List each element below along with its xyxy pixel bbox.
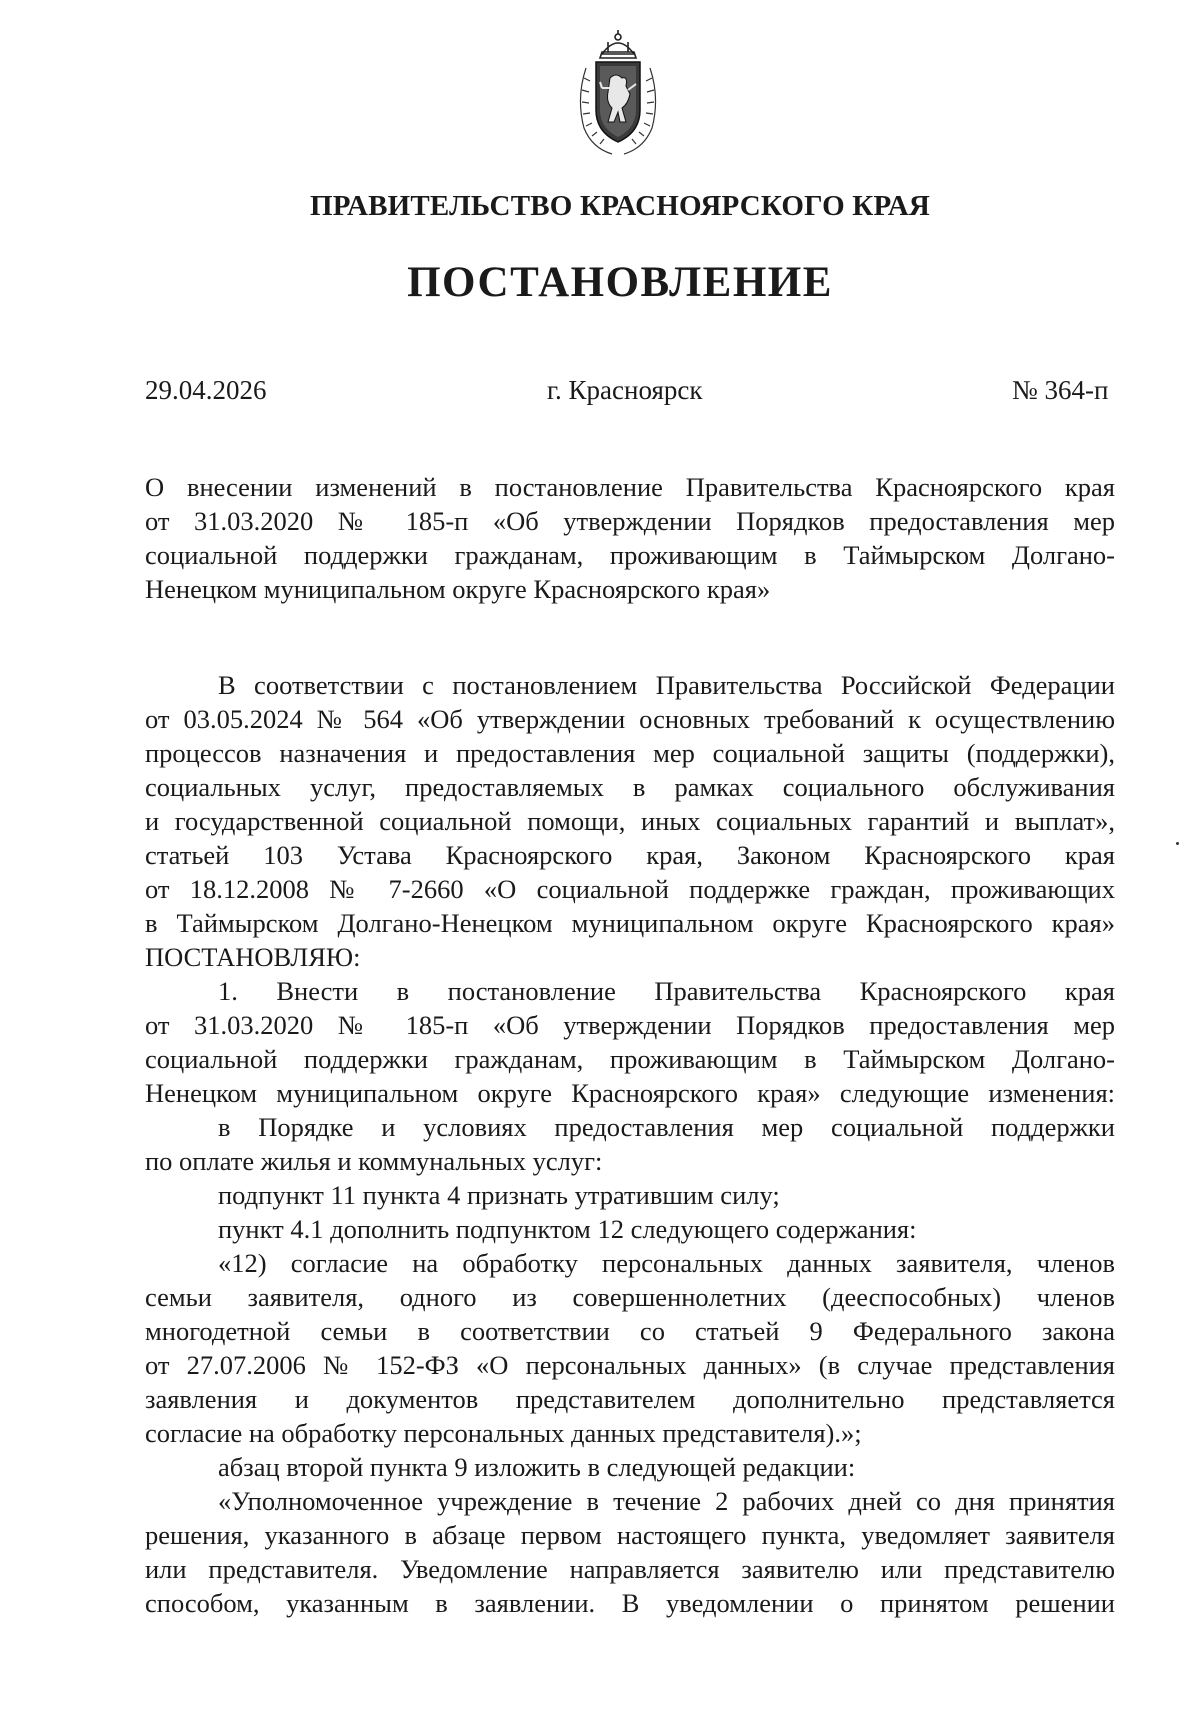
body-line: социальных услуг, предоставляемых в рамках социального обслуживания	[145, 772, 1115, 802]
body-line: от 03.05.2024 № 564 «Об утверждении основных требований к осуществлению	[145, 704, 1115, 734]
document-type: ПОСТАНОВЛЕНИЕ	[407, 259, 833, 306]
body-line: от 31.03.2020 № 185-п «Об утверждении Порядков предоставления мер	[145, 1010, 1115, 1040]
body-line: или представителя. Уведомление направляется заявителю или представителю	[145, 1554, 1115, 1584]
body-line: процессов назначения и предоставления мер социальной защиты (поддержки),	[145, 738, 1115, 768]
body-line: от 27.07.2006 № 152-ФЗ «О персональных данных» (в случае представления	[145, 1350, 1115, 1380]
body-line: статьей 103 Устава Красноярского края, Законом Красноярского края	[145, 840, 1115, 870]
body-line: согласие на обработку персональных данных представителя).»;	[145, 1418, 862, 1448]
body-line: в Порядке и условиях предоставления мер социальной поддержки	[218, 1112, 1115, 1142]
title-line: О внесении изменений в постановление Правительства Красноярского края	[145, 472, 1115, 502]
document-body	[145, 668, 1115, 1620]
body-line: пункт 4.1 дополнить подпунктом 12 следующего содержания:	[218, 1214, 917, 1244]
body-line: абзац второй пункта 9 изложить в следующей редакции:	[218, 1452, 856, 1482]
body-line: 1. Внести в постановление Правительства Красноярского края	[218, 976, 1115, 1006]
document-number: № 364-п	[1012, 375, 1109, 405]
body-line: ПОСТАНОВЛЯЮ:	[145, 942, 361, 972]
body-line: «12) согласие на обработку персональных данных заявителя, членов	[218, 1248, 1115, 1278]
body-line: семьи заявителя, одного из совершеннолетних (дееспособных) членов	[145, 1282, 1115, 1312]
title-line: от 31.03.2020 № 185-п «Об утверждении Порядков предоставления мер	[145, 506, 1115, 536]
coat-of-arms-emblem	[572, 28, 664, 160]
body-line: решения, указанного в абзаце первом настоящего пункта, уведомляет заявителя	[145, 1520, 1115, 1550]
document-date: 29.04.2026	[145, 375, 267, 405]
title-line: социальной поддержки гражданам, проживающим в Таймырском Долгано-	[145, 540, 1115, 570]
body-line: заявления и документов представителем дополнительно представляется	[145, 1384, 1115, 1414]
document-place: г. Красноярск	[547, 375, 703, 405]
organization-name: ПРАВИТЕЛЬСТВО КРАСНОЯРСКОГО КРАЯ	[309, 190, 931, 222]
body-line: подпункт 11 пункта 4 признать утратившим силу;	[218, 1180, 780, 1210]
body-line: «Уполномоченное учреждение в течение 2 рабочих дней со дня принятия	[218, 1486, 1115, 1516]
body-line: многодетной семьи в соответствии со статьей 9 Федерального закона	[145, 1316, 1115, 1346]
body-line: Ненецком муниципальном округе Красноярского края» следующие изменения:	[145, 1078, 1115, 1108]
body-line: по оплате жилья и коммунальных услуг:	[145, 1146, 603, 1176]
body-line: социальной поддержки гражданам, проживающим в Таймырском Долгано-	[145, 1044, 1115, 1074]
body-line: от 18.12.2008 № 7-2660 «О социальной поддержке граждан, проживающих	[145, 874, 1115, 904]
scan-speck	[1176, 842, 1179, 845]
title-line: Ненецком муниципальном округе Красноярского края»	[145, 574, 771, 604]
document-title	[145, 470, 1115, 606]
body-line: в Таймырском Долгано-Ненецком муниципальном округе Красноярского края»	[145, 908, 1115, 938]
body-line: способом, указанным в заявлении. В уведомлении о принятом решении	[145, 1588, 1115, 1618]
body-line: и государственной социальной помощи, иных социальных гарантий и выплат»,	[145, 806, 1115, 836]
body-line: В соответствии с постановлением Правительства Российской Федерации	[218, 670, 1115, 700]
